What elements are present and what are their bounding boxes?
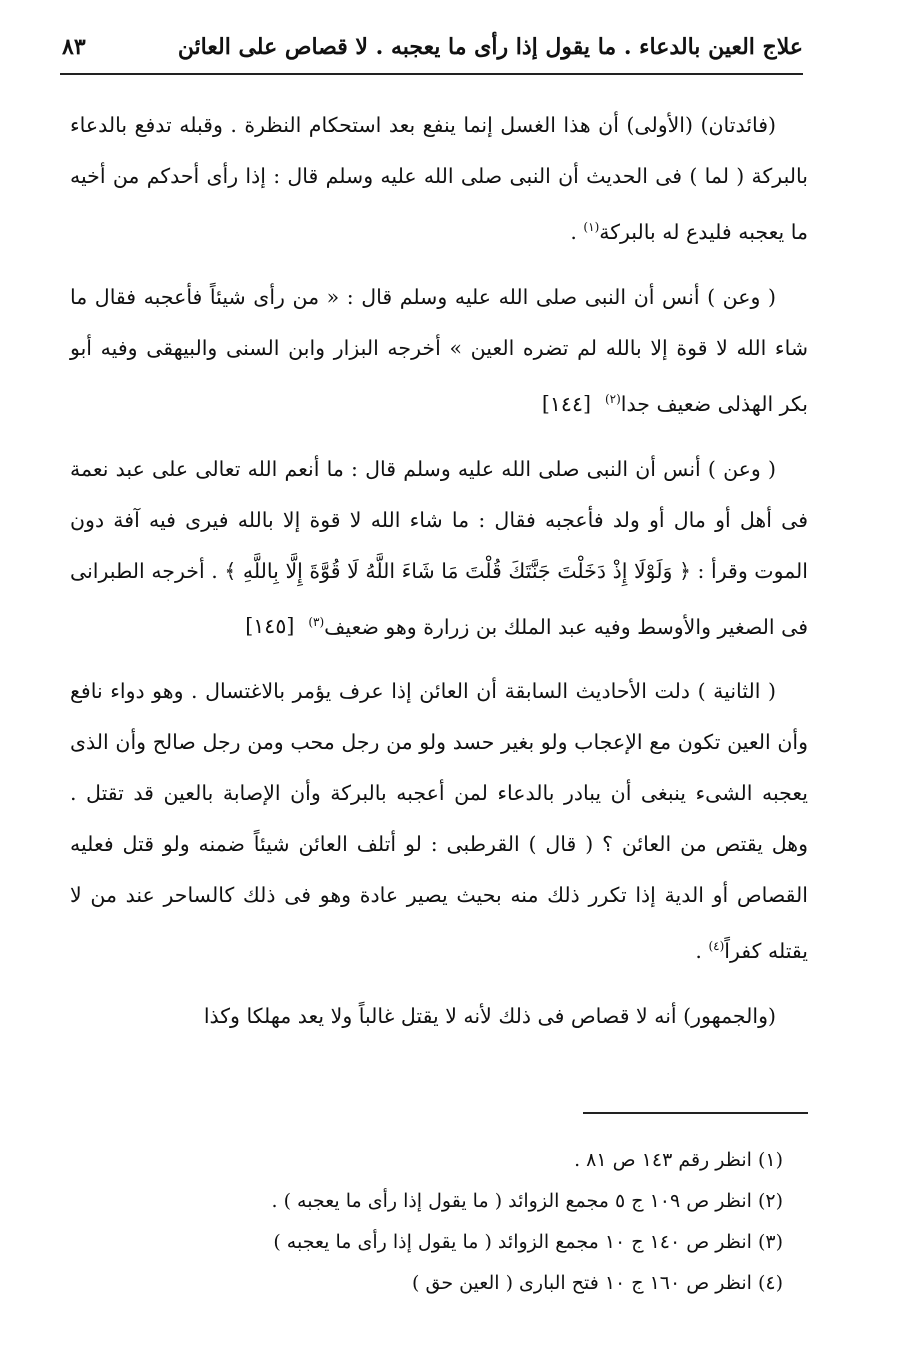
hadith-number: [١٤٤] xyxy=(541,391,591,416)
paragraph-hadith-144 xyxy=(70,272,808,430)
footnote-rule xyxy=(583,1112,808,1114)
footnote-3: (٣) انظر ص ١٤٠ ج ١٠ مجمع الزوائد ( ما يقول إذا رأى ما يعجبه ) xyxy=(273,1231,783,1253)
footnote-marker: (٢) xyxy=(604,391,621,406)
running-title: علاج العين بالدعاء . ما يقول إذا رأى ما يعجبه . لا قصاص على العائن xyxy=(177,34,803,60)
paragraph-benefits xyxy=(70,100,808,258)
paragraph-text: (فائدتان) (الأولى) أن هذا الغسل إنما ينفع بعد استحكام النظرة . وقبله تدفع بالدعاء بالبركة ( لما ) فى الحديث أن النبى صلى الله عليه وسلم قال : إذا رأى أحدكم من أخيه ما يعجبه فليدع له بالبركة xyxy=(70,113,808,244)
paragraph-second-benefit xyxy=(70,666,808,977)
main-text xyxy=(70,100,808,1056)
footnote-4: (٤) انظر ص ١٦٠ ج ١٠ فتح البارى ( العين حق ) xyxy=(412,1272,783,1294)
footnotes xyxy=(70,1140,783,1304)
paragraph-tail: . xyxy=(570,219,584,244)
footnote-marker: (١) xyxy=(583,220,600,234)
hadith-number: [١٤٥] xyxy=(245,614,295,639)
footnote-marker: (٣) xyxy=(308,614,325,629)
paragraph-tail: . xyxy=(695,939,709,964)
footnote-2: (٢) انظر ص ١٠٩ ج ٥ مجمع الزوائد ( ما يقول إذا رأى ما يعجبه ) . xyxy=(271,1190,783,1212)
page-number: ٨٣ xyxy=(62,34,86,60)
header-rule xyxy=(60,73,803,75)
paragraph-text: ( الثانية ) دلت الأحاديث السابقة أن العائن إذا عرف يؤمر بالاغتسال . وهو دواء نافع وأن العين تكون مع الإعجاب ولو بغير حسد ولو من رجل محب ومن رجل صالح وأن الذى يعجبه الشىء ينبغى أن يبادر بالدعاء لمن أعجبه بالبركة وأن الإصابة بالعين قد تقتل . وهل يقتص من العائن ؟ ( قال ) القرطبى : لو أتلف العائن شيئاً ضمنه ولو قتل فعليه القصاص أو الدية إذا تكرر ذلك منه بحيث يصير عادة وهو فى ذلك كالساحر عند من لا يقتله كفراً xyxy=(70,679,808,964)
paragraph-hadith-145 xyxy=(70,444,808,653)
paragraph-text: ( وعن ) أنس أن النبى صلى الله عليه وسلم قال : « من رأى شيئاً فأعجبه فقال ما شاء الله لا قوة إلا بالله لم تضره العين » أخرجه البزار وابن السنى والبيهقى وفيه أبو بكر الهذلى ضعيف جدا xyxy=(70,284,808,416)
footnote-marker: (٤) xyxy=(708,939,725,954)
paragraph-majority xyxy=(70,991,808,1042)
paragraph-text: (والجمهور) أنه لا قصاص فى ذلك لأنه لا يقتل غالباً ولا يعد مهلكا وكذا xyxy=(203,1004,776,1029)
paragraph-text: ( وعن ) أنس أن النبى صلى الله عليه وسلم قال : ما أنعم الله تعالى على عبد نعمة فى أهل أو مال أو ولد فأعجبه فقال : ما شاء الله لا قوة إلا بالله فيرى فيه آفة دون الموت وقرأ : ﴿ وَلَوْلَا إِذْ دَخَلْتَ جَنَّتَكَ قُلْتَ مَا شَاءَ اللَّهُ لَا قُوَّةَ إِلَّا بِاللَّهِ ﴾ . أخرجه الطبرانى فى الصغير والأوسط وفيه عبد الملك بن زرارة وهو ضعيف xyxy=(70,456,808,639)
footnote-1: (١) انظر رقم ١٤٣ ص ٨١ . xyxy=(574,1149,783,1171)
running-header xyxy=(62,22,803,72)
